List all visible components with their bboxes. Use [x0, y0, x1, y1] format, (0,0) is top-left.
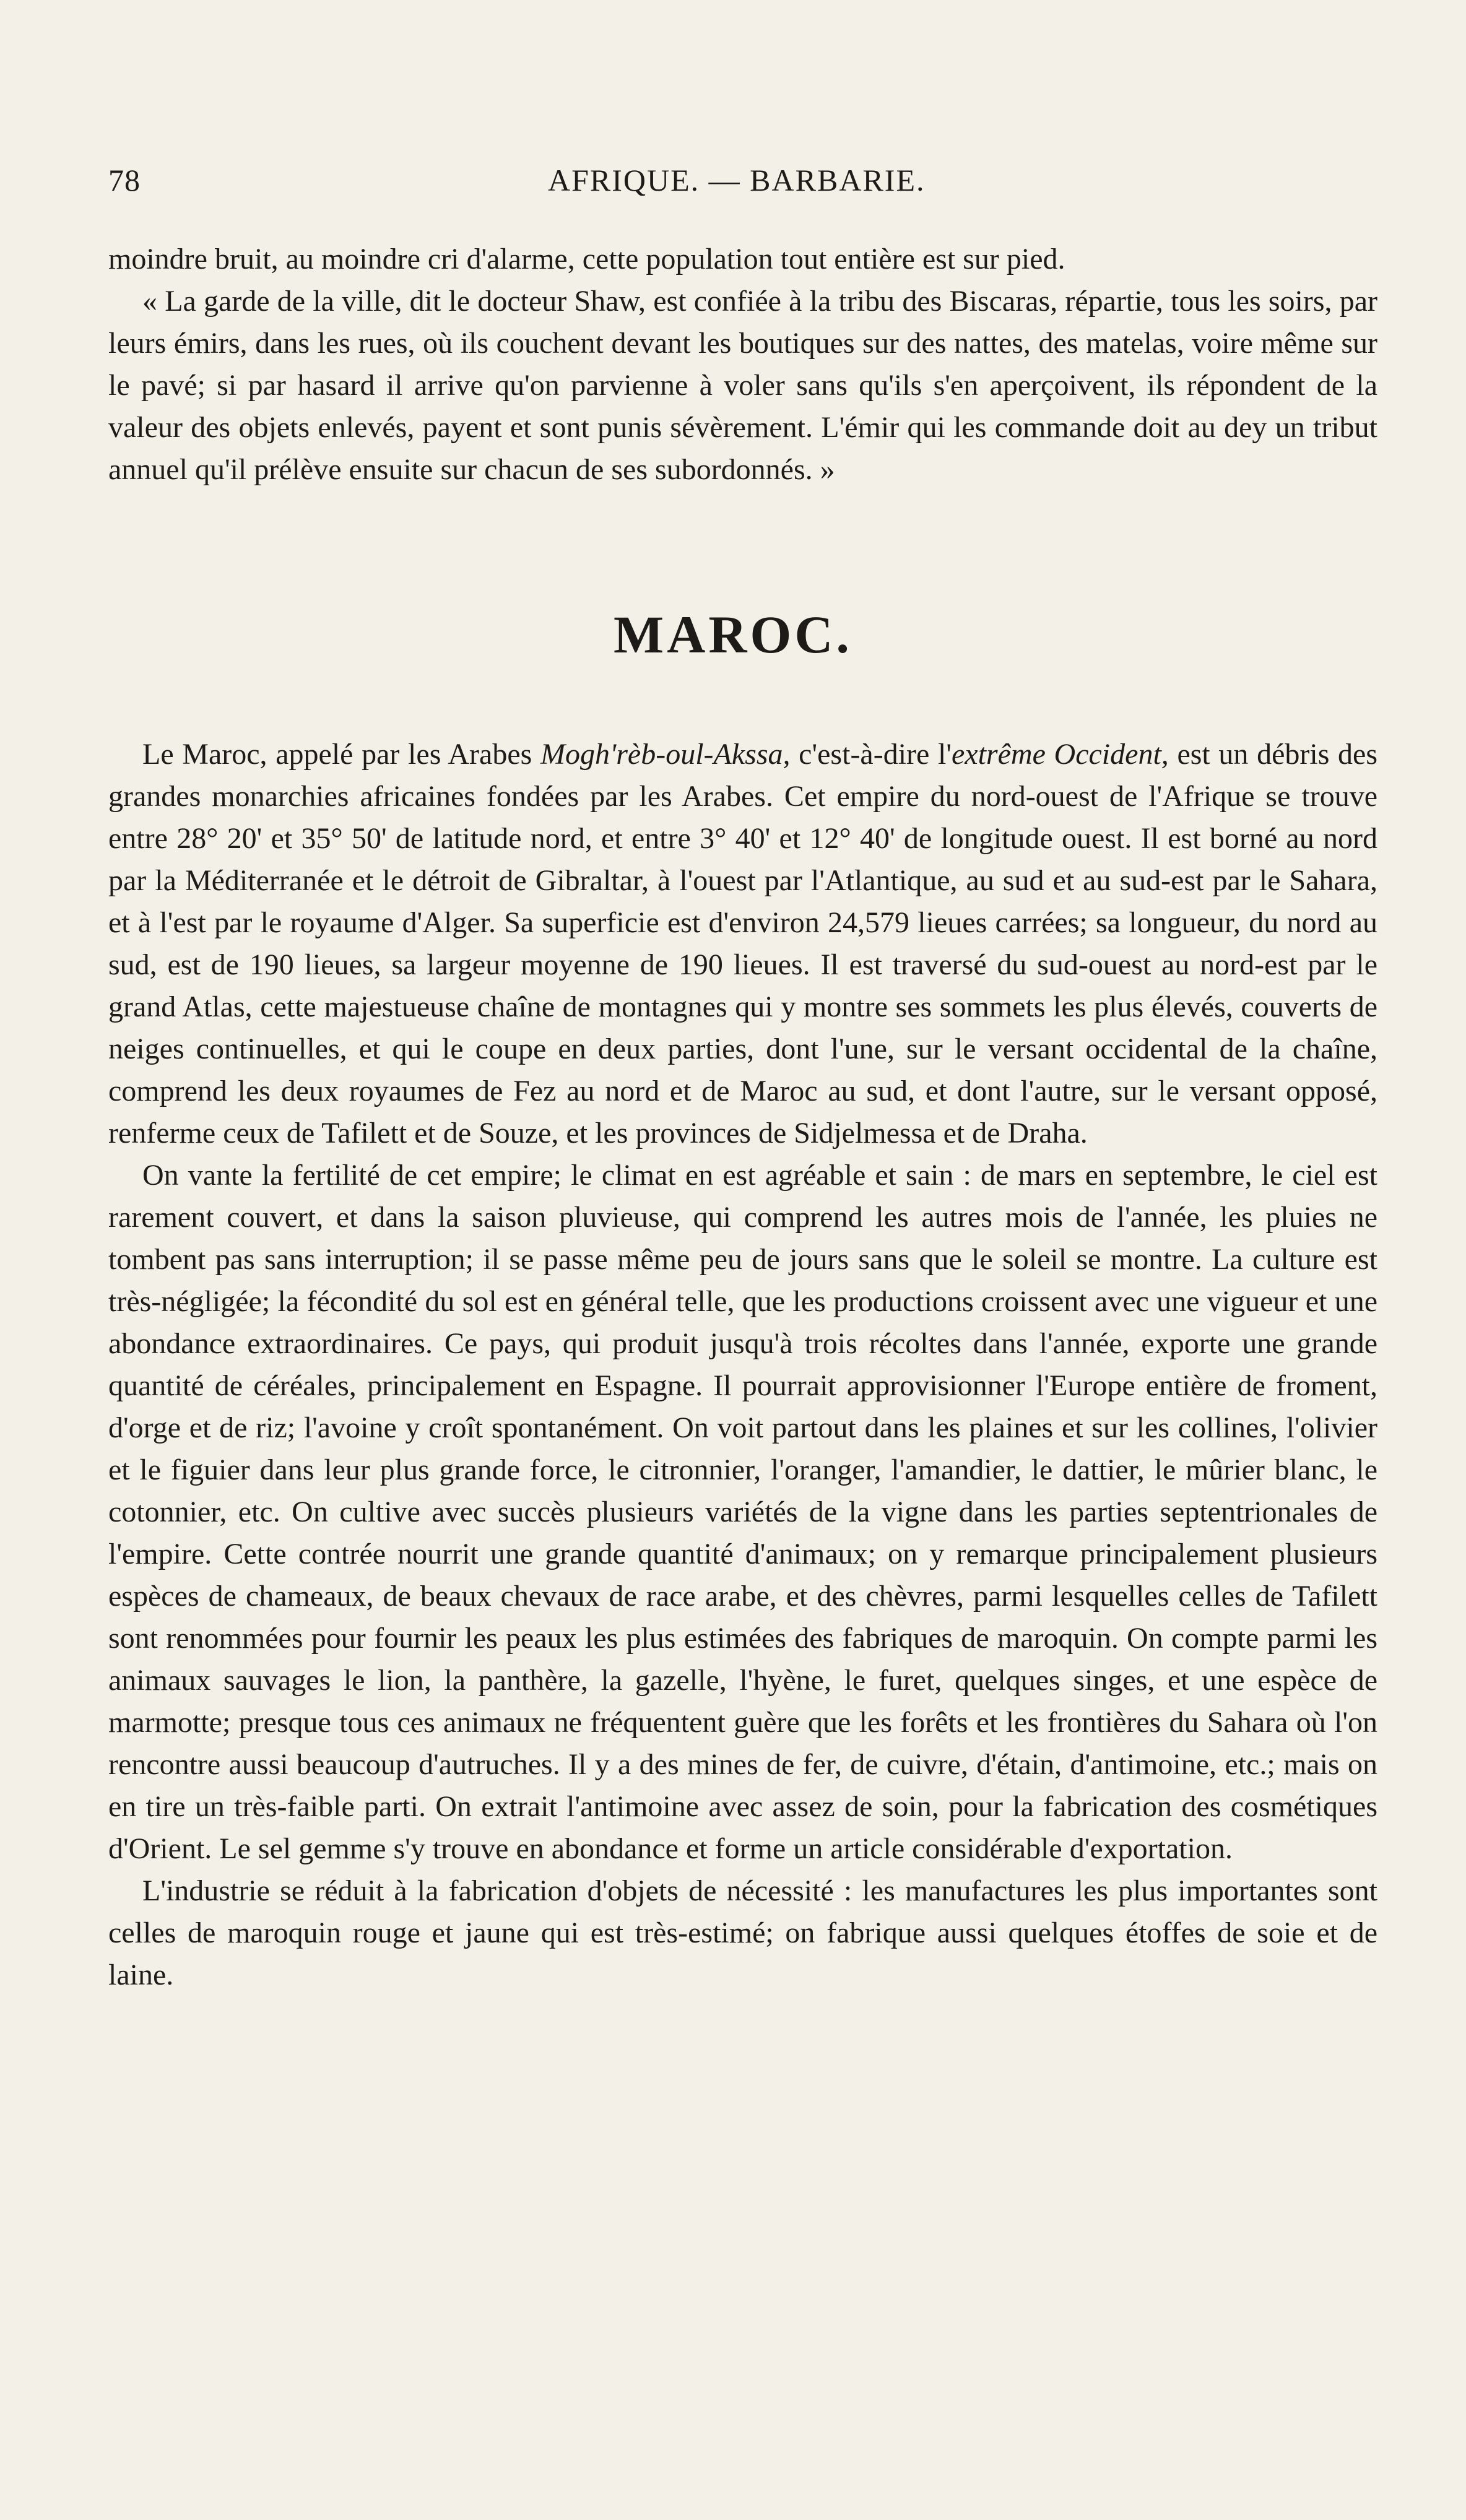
section-paragraph-2: On vante la fertilité de cet empire; le climat en est agréable et sain : de mars en septembre, le ciel est rarement couvert, et dans la saison pluvieuse, qui comprend les autres mois de l'année, les pluies ne tombent pas sans interruption; il se passe même peu de jours sans que le soleil se montre. La culture est très-négligée; la fécondité du sol est en général telle, que les productions croissent avec une vigueur et une abondance extraordinaires. Ce pays, qui produit jusqu'à trois récoltes dans l'année, exporte une grande quantité de céréales, principalement en Espagne. Il pourrait approvisionner l'Europe entière de froment, d'orge et de riz; l'avoine y croît spontanément. On voit partout dans les plaines et sur les collines, l'olivier et le figuier dans leur plus grande force, le citronnier, l'oranger, l'amandier, le dattier, le mûrier blanc, le cotonnier, etc. On cultive avec succès plusieurs variétés de la vigne dans les parties septentrionales de l'empire. Cette contrée nourrit une grande quantité d'animaux; on y remarque principalement plusieurs espèces de chameaux, de beaux chevaux de race arabe, et des chèvres, parmi lesquelles celles de Tafilett sont renommées pour fournir les peaux les plus estimées des fabriques de maroquin. On compte parmi les animaux sauvages le lion, la panthère, la gazelle, l'hyène, le furet, quelques singes, et une espèce de marmotte; presque tous ces animaux ne fréquentent guère que les forêts et les frontières du Sahara où l'on rencontre aussi beaucoup d'autruches. Il y a des mines de fer, de cuivre, d'étain, d'antimoine, etc.; mais on en tire un très-faible parti. On extrait l'antimoine avec assez de soin, pour la fabrication des cosmétiques d'Orient. Le sel gemme s'y trouve en abondance et forme un article considérable d'exportation.: [108, 1159, 1377, 1865]
section-paragraph-1: [108, 734, 1377, 1154]
intro-paragraph-continued: moindre bruit, au moindre cri d'alarme, cette population tout entière est sur pied.: [108, 243, 1065, 275]
page-header: [108, 162, 1377, 212]
extreme-occident: extrême Occident,: [951, 738, 1169, 771]
p1-mid: c'est-à-dire l': [790, 738, 952, 771]
p1-start: Le Maroc, appelé par les Arabes: [142, 738, 540, 771]
section-paragraph-3: L'industrie se réduit à la fabrication d'objets de nécessité : les manufactures les plus importantes sont celles de maroquin rouge et jaune qui est très-estimé; on fabrique aussi quelques étoffes de soie et de laine.: [108, 1874, 1377, 1991]
p1-rest: est un débris des grandes monarchies africaines fondées par les Arabes. Cet empire du nord-ouest de l'Afrique se trouve entre 28° 20' et 35° 50' de latitude nord, et entre 3° 40' et 12° 40' de longitude ouest. Il est borné au nord par la Méditerranée et le détroit de Gibraltar, à l'ouest par l'Atlantique, au sud et au sud-est par le Sahara, et à l'est par le royaume d'Alger. Sa superficie est d'environ 24,579 lieues carrées; sa longueur, du nord au sud, est de 190 lieues, sa largeur moyenne de 190 lieues. Il est traversé du sud-ouest au nord-est par le grand Atlas, cette majestueuse chaîne de montagnes qui y montre ses sommets les plus élevés, couverts de neiges continuelles, et qui le coupe en deux parties, dont l'une, sur le versant occidental de la chaîne, comprend les deux royaumes de Fez au nord et de Maroc au sud, et dont l'autre, sur le versant opposé, renferme ceux de Tafilett et de Souze, et les provinces de Sidjelmessa et de Draha.: [108, 738, 1378, 1150]
section-body: [108, 734, 1377, 1996]
section-title: MAROC.: [614, 605, 852, 664]
intro-paragraph-quote: « La garde de la ville, dit le docteur Shaw, est confiée à la tribu des Biscaras, répartie, tous les soirs, par leurs émirs, dans les rues, où ils couchent devant les boutiques sur des nattes, des matelas, voire même sur le pavé; si par hasard il arrive qu'on parvienne à voler sans qu'ils s'en aperçoivent, ils répondent de la valeur des objets enlevés, payent et sont punis sévèrement. L'émir qui les commande doit au dey un tribut annuel qu'il prélève ensuite sur chacun de ses subordonnés. »: [108, 285, 1377, 486]
running-head: AFRIQUE. — BARBARIE.: [548, 163, 926, 197]
intro-text: [108, 238, 1377, 491]
arabic-name: Mogh'rèb-oul-Akssa,: [540, 738, 791, 771]
page-number: 78: [108, 163, 141, 197]
